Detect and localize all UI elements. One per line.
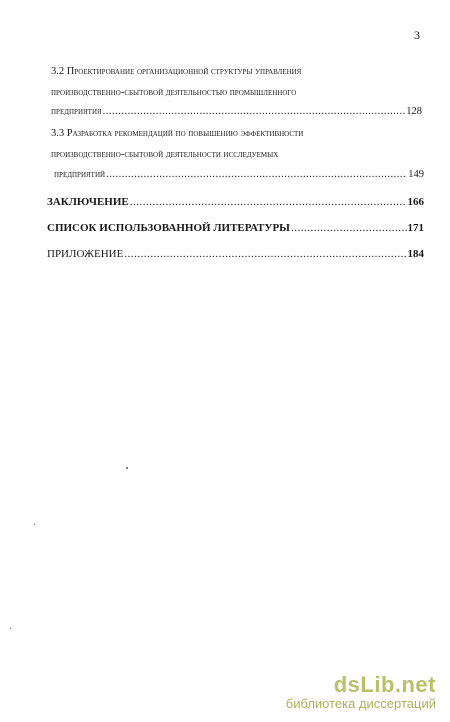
page-number: 3 [414, 28, 420, 42]
toc-entry-3-2-title-line1: 3.2 Проектирование организационной структуры управления [51, 66, 302, 77]
toc-leader-dots [106, 169, 407, 180]
toc-leader-dots [130, 196, 407, 208]
toc-leader-dots [124, 248, 406, 260]
toc-entry-references-page: 171 [407, 222, 424, 234]
toc-entry-conclusion [47, 196, 424, 208]
toc-entry-3-2-title-line2: производственно-сбытовой деятельностью промышленного [51, 87, 297, 98]
watermark-logo: dsLib.net [333, 672, 436, 697]
toc-leader-dots [103, 106, 406, 117]
toc-entry-3-3-title-line2: производственно-сбытовой деятельности исследуемых [51, 149, 279, 160]
toc-entry-appendix-page: 184 [407, 248, 424, 260]
toc-entry-3-2-line1 [51, 66, 301, 77]
toc-entry-3-2-page: 128 [406, 106, 422, 117]
toc-entry-conclusion-page: 166 [407, 196, 424, 208]
watermark [286, 674, 436, 712]
toc-entry-3-3-line2 [51, 149, 278, 160]
toc-entry-3-3-page: 149 [408, 169, 424, 180]
toc-entry-appendix-label: ПРИЛОЖЕНИЕ [47, 248, 124, 260]
toc-entry-conclusion-label: ЗАКЛЮЧЕНИЕ [47, 196, 129, 208]
toc-entry-references [47, 222, 424, 234]
watermark-subtitle: библиотека диссертаций [285, 696, 436, 711]
toc-entry-3-2-title-line3: предприятия [51, 106, 102, 117]
toc-entry-appendix [47, 248, 424, 260]
scan-speck [126, 467, 128, 469]
toc-entry-3-3-title-line3: предприятий [54, 169, 106, 180]
scan-speck [10, 628, 11, 629]
toc-entry-3-3-line1 [51, 128, 303, 139]
toc-entry-3-2-line2 [51, 87, 296, 98]
toc-entry-references-label: СПИСОК ИСПОЛЬЗОВАННОЙ ЛИТЕРАТУРЫ [47, 222, 290, 234]
toc-entry-3-3-line3 [54, 169, 424, 180]
scan-speck [34, 524, 35, 525]
toc-leader-dots [291, 222, 407, 234]
toc-entry-3-3-title-line1: 3.3 Разработка рекомендаций по повышению эффективности [51, 128, 304, 139]
toc-entry-3-2-line3 [51, 106, 422, 117]
